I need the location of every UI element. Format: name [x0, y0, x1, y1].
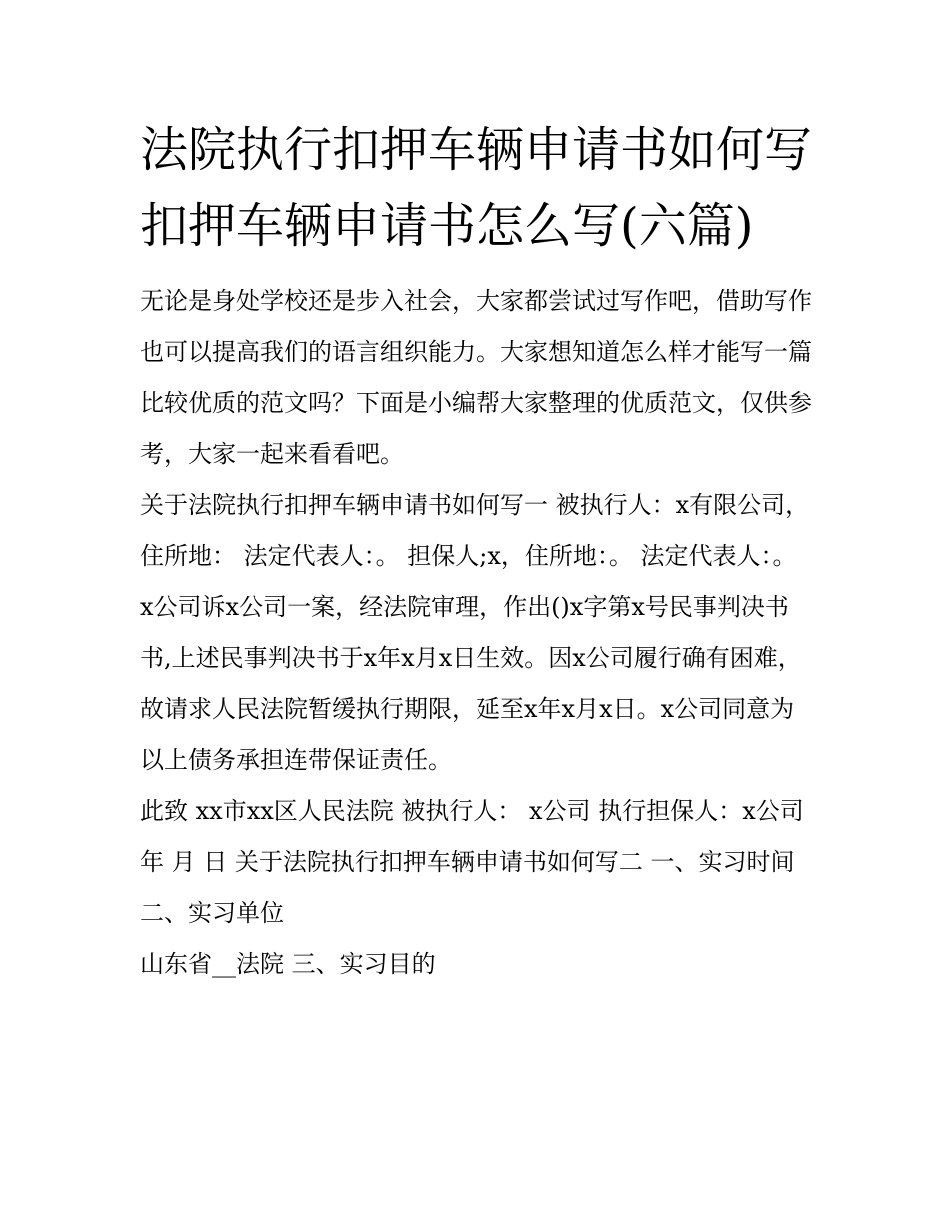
paragraph-internship: 山东省__法院 三、实习目的	[140, 950, 436, 978]
document-body	[140, 112, 812, 990]
paragraph-closing: 此致 xx市xx区人民法院 被执行人： x公司 执行担保人：x公司 年 月 日 关于法院执行扣押车辆申请书如何写二 一、实习时间 二、实习单位	[140, 797, 804, 927]
paragraph-parties: 关于法院执行扣押车辆申请书如何写一 被执行人：x有限公司，住所地： 法定代表人：。 担保人;x，住所地：。 法定代表人：。	[140, 491, 810, 570]
document-title: 法院执行扣押车辆申请书如何写 扣押车辆申请书怎么写(六篇)	[140, 122, 813, 254]
paragraph-case: x公司诉x公司一案，经法院审理，作出()x字第x号民事判决书书,上述民事判决书于x年x月x日生效。因x公司履行确有困难，故请求人民法院暂缓执行期限，延至x年x月x日。x公司同意为以上债务承担连带保证责任。	[140, 593, 802, 774]
paragraph-intro: 无论是身处学校还是步入社会，大家都尝试过写作吧，借助写作也可以提高我们的语言组织能力。大家想知道怎么样才能写一篇比较优质的范文吗？下面是小编帮大家整理的优质范文，仅供参考，大家一起来看看吧。	[140, 287, 812, 468]
